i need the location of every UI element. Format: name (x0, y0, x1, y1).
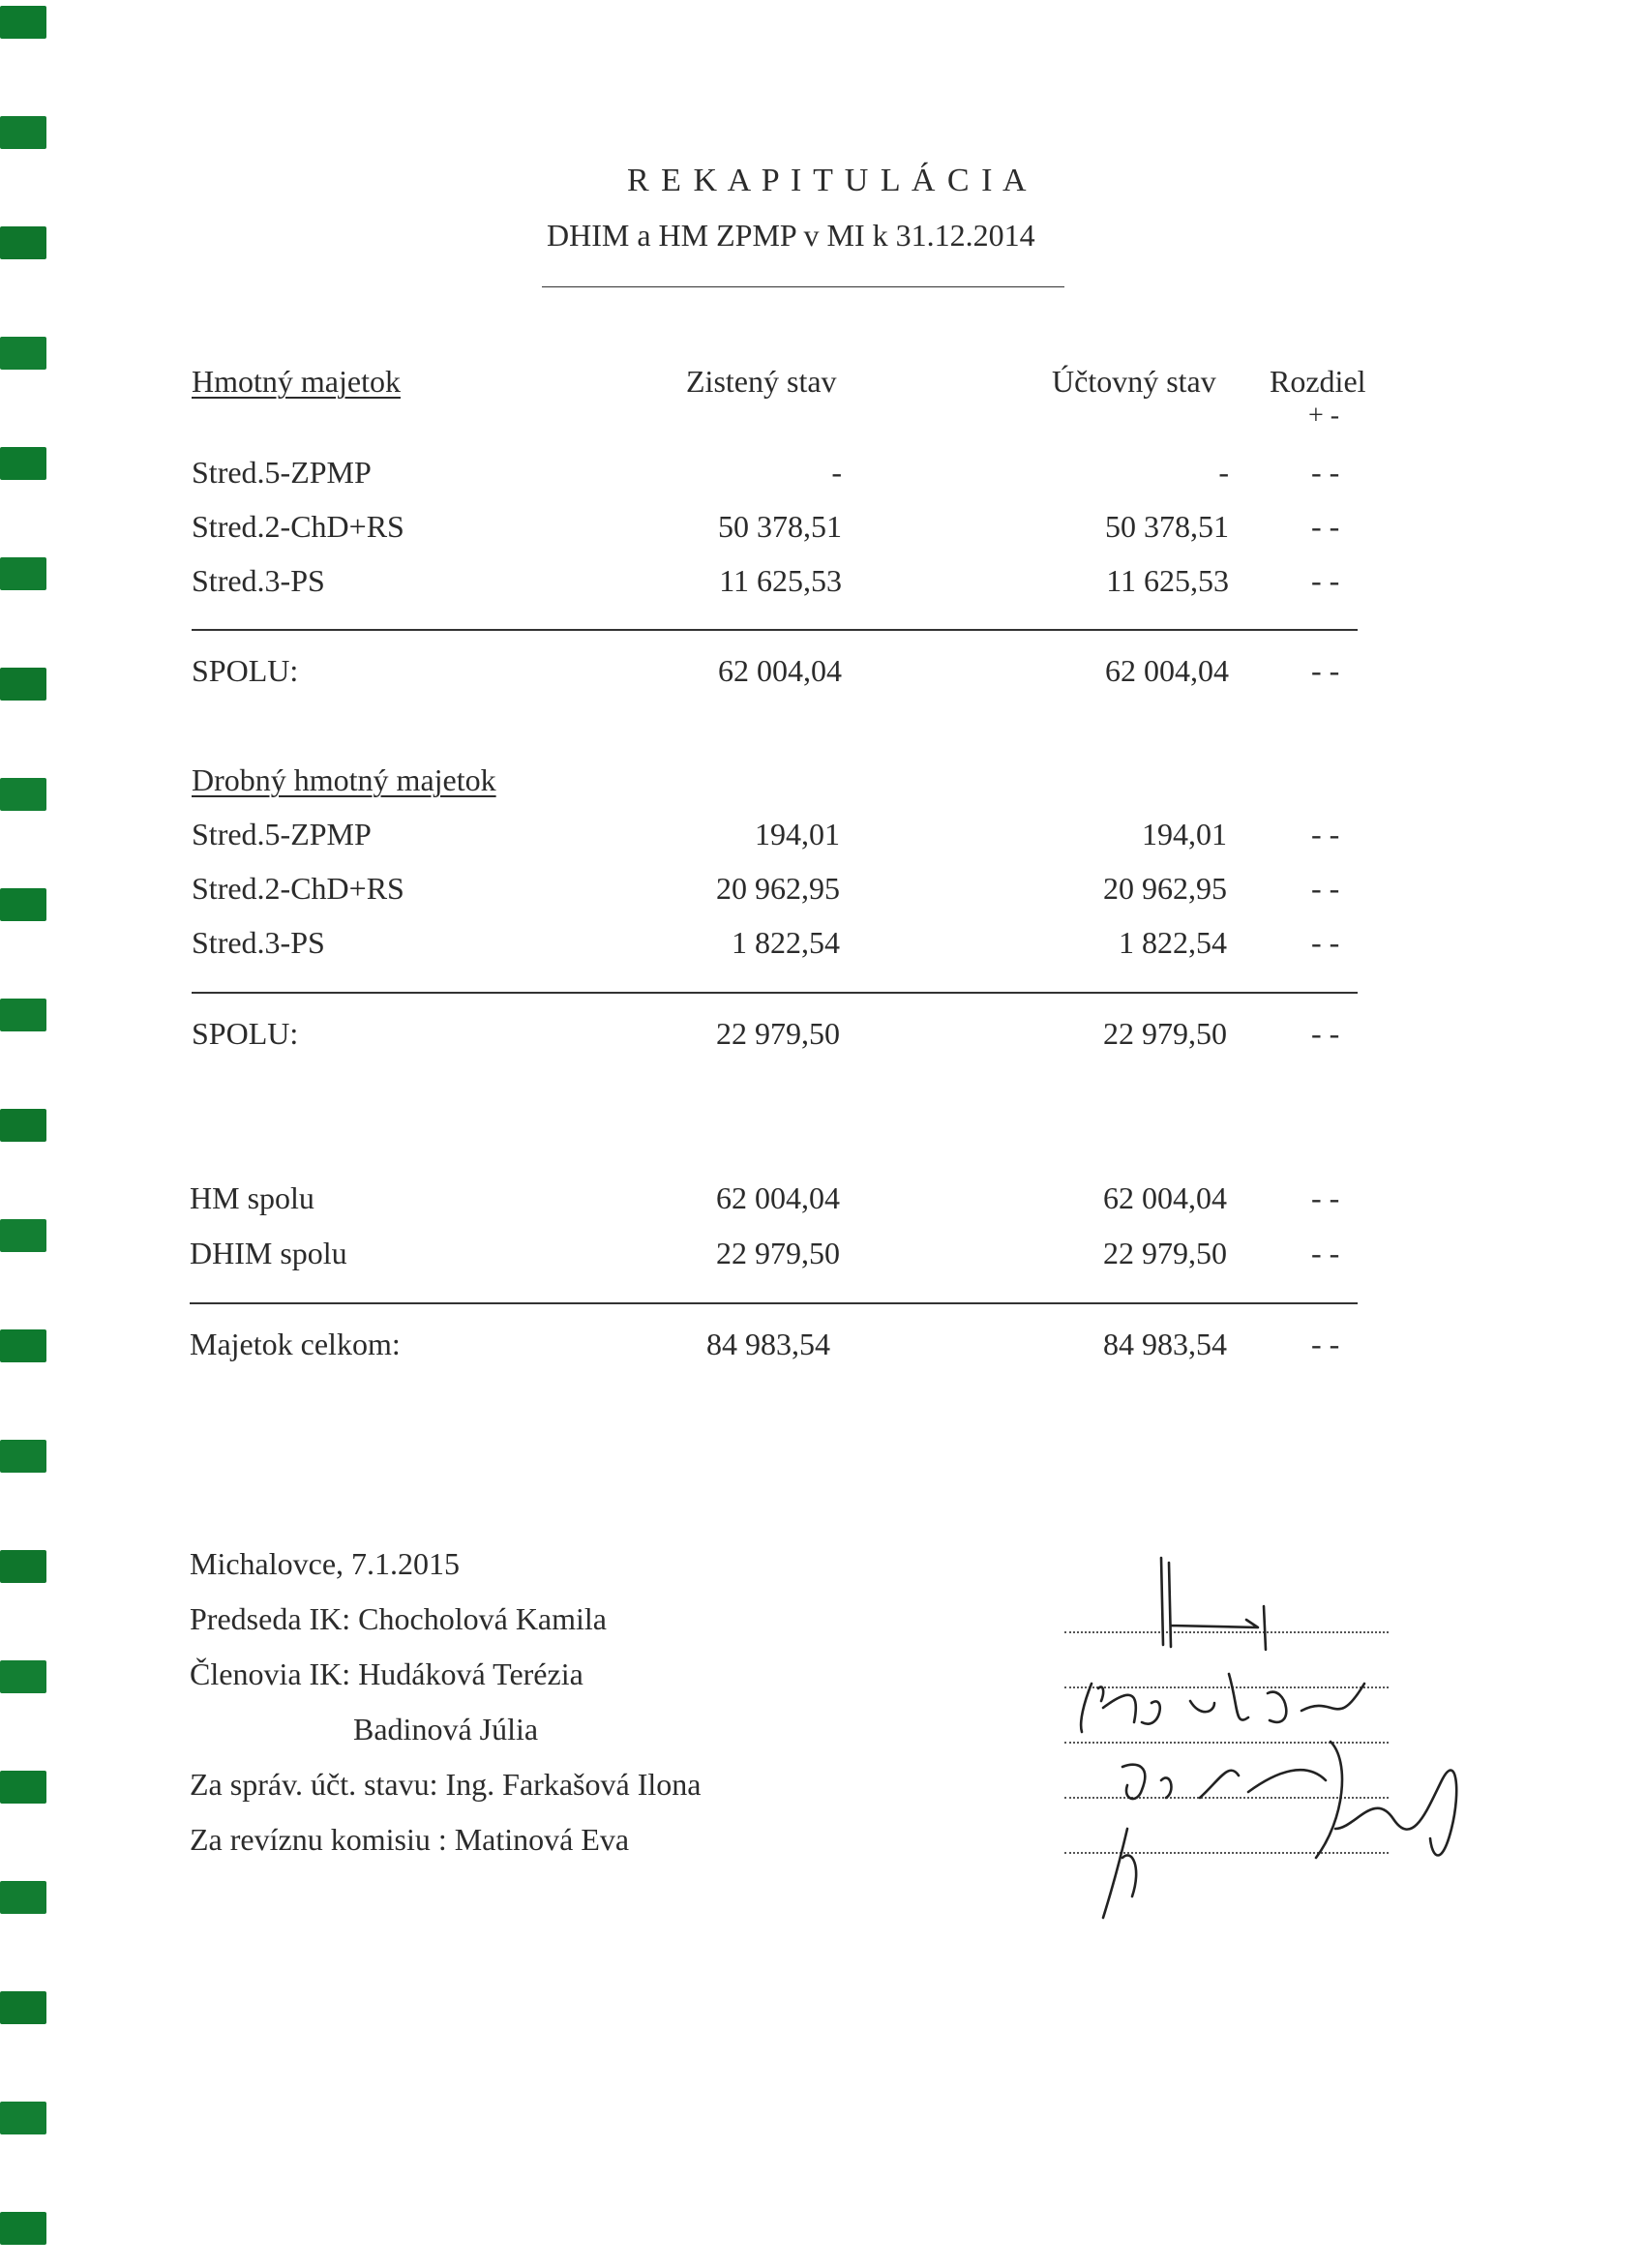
binding-clip (0, 1109, 46, 1142)
hm-row-diff: - - (1311, 509, 1340, 544)
header-found: Zistený stav (686, 364, 837, 399)
accounting-line: Za správ. účt. stavu: Ing. Farkašová Ilona (190, 1767, 702, 1802)
document-title: R E K A P I T U L Á C I A (627, 163, 1029, 198)
dhim-row-found: 1 822,54 (732, 925, 840, 960)
binding-clip (0, 1991, 46, 2024)
summary-row-name: HM spolu (190, 1180, 314, 1215)
binding-clip (0, 2212, 46, 2245)
binding-clip (0, 999, 46, 1031)
summary-row-book: 62 004,04 (1103, 1180, 1227, 1215)
signature-audit (1103, 1829, 1136, 1918)
binding-clip (0, 2102, 46, 2134)
hm-row-name: Stred.3-PS (192, 563, 325, 598)
dhim-total-rule (192, 992, 1358, 994)
dhim-row-book: 20 962,95 (1103, 871, 1227, 906)
chair-line: Predseda IK: Chocholová Kamila (190, 1601, 607, 1636)
grand-total-found: 84 983,54 (706, 1327, 830, 1361)
place-date: Michalovce, 7.1.2015 (190, 1546, 461, 1581)
hm-row-diff: - - (1311, 563, 1340, 598)
binding-clip (0, 557, 46, 590)
grand-total-book: 84 983,54 (1103, 1327, 1227, 1361)
dhim-row-diff: - - (1311, 925, 1340, 960)
dhim-row-diff: - - (1311, 871, 1340, 906)
signature-accounting (1316, 1742, 1456, 1858)
dhim-row-name: Stred.5-ZPMP (192, 817, 372, 851)
hm-row-diff: - - (1311, 455, 1340, 490)
signature-member (1081, 1674, 1364, 1732)
hm-row-name: Stred.2-ChD+RS (192, 509, 404, 544)
binding-clip (0, 1660, 46, 1693)
binding-clip (0, 6, 46, 39)
dhim-row-name: Stred.3-PS (192, 925, 325, 960)
dhim-total-label: SPOLU: (192, 1016, 299, 1051)
header-diff-sign: + - (1308, 401, 1340, 431)
hm-row-book: - (1218, 455, 1229, 490)
binding-clip (0, 1219, 46, 1252)
hm-row-book: 11 625,53 (1106, 563, 1229, 598)
summary-row-found: 22 979,50 (716, 1236, 840, 1270)
hm-row-name: Stred.5-ZPMP (192, 455, 372, 490)
document-subtitle: DHIM a HM ZPMP v MI k 31.12.2014 (547, 218, 1035, 253)
binding-clip (0, 1550, 46, 1583)
dhim-total-found: 22 979,50 (716, 1016, 840, 1051)
binding-clip (0, 116, 46, 149)
binding-clip (0, 337, 46, 370)
hm-row-found: - (831, 455, 842, 490)
binding-clip (0, 1329, 46, 1362)
dhim-heading: Drobný hmotný majetok (192, 762, 496, 797)
binding-clip (0, 226, 46, 259)
header-category: Hmotný majetok (192, 364, 401, 399)
binding-clip (0, 668, 46, 701)
hm-total-found: 62 004,04 (718, 653, 842, 688)
binding-clip (0, 888, 46, 921)
dhim-row-diff: - - (1311, 817, 1340, 851)
spiral-binding (0, 0, 58, 2268)
hm-row-book: 50 378,51 (1105, 509, 1229, 544)
summary-row-book: 22 979,50 (1103, 1236, 1227, 1270)
hm-total-label: SPOLU: (192, 653, 299, 688)
summary-row-diff: - - (1311, 1180, 1340, 1215)
hm-total-rule (192, 629, 1358, 631)
binding-clip (0, 778, 46, 811)
hm-total-book: 62 004,04 (1105, 653, 1229, 688)
members-line: Členovia IK: Hudáková Terézia (190, 1656, 583, 1691)
dhim-total-diff: - - (1311, 1016, 1340, 1051)
binding-clip (0, 447, 46, 480)
title-rule (542, 286, 1064, 287)
grand-total-label: Majetok celkom: (190, 1327, 401, 1361)
header-book: Účtovný stav (1052, 364, 1216, 399)
hm-total-diff: - - (1311, 653, 1340, 688)
dhim-row-found: 20 962,95 (716, 871, 840, 906)
audit-line: Za revíznu komisiu : Matinová Eva (190, 1822, 630, 1857)
header-diff: Rozdiel (1270, 364, 1366, 399)
binding-clip (0, 1881, 46, 1914)
summary-row-found: 62 004,04 (716, 1180, 840, 1215)
member2-line: Badinová Júlia (353, 1712, 539, 1746)
signature-chair (1161, 1558, 1266, 1650)
binding-clip (0, 1771, 46, 1804)
grand-total-diff: - - (1311, 1327, 1340, 1361)
dhim-row-name: Stred.2-ChD+RS (192, 871, 404, 906)
hm-row-found: 50 378,51 (718, 509, 842, 544)
hm-row-found: 11 625,53 (719, 563, 842, 598)
dhim-total-book: 22 979,50 (1103, 1016, 1227, 1051)
handwritten-signatures (1045, 1538, 1548, 1916)
grand-total-rule (190, 1302, 1358, 1304)
signature-member2 (1122, 1765, 1326, 1799)
dhim-row-book: 1 822,54 (1119, 925, 1227, 960)
summary-row-diff: - - (1311, 1236, 1340, 1270)
dhim-row-found: 194,01 (755, 817, 840, 851)
binding-clip (0, 1440, 46, 1473)
summary-row-name: DHIM spolu (190, 1236, 347, 1270)
dhim-row-book: 194,01 (1142, 817, 1227, 851)
